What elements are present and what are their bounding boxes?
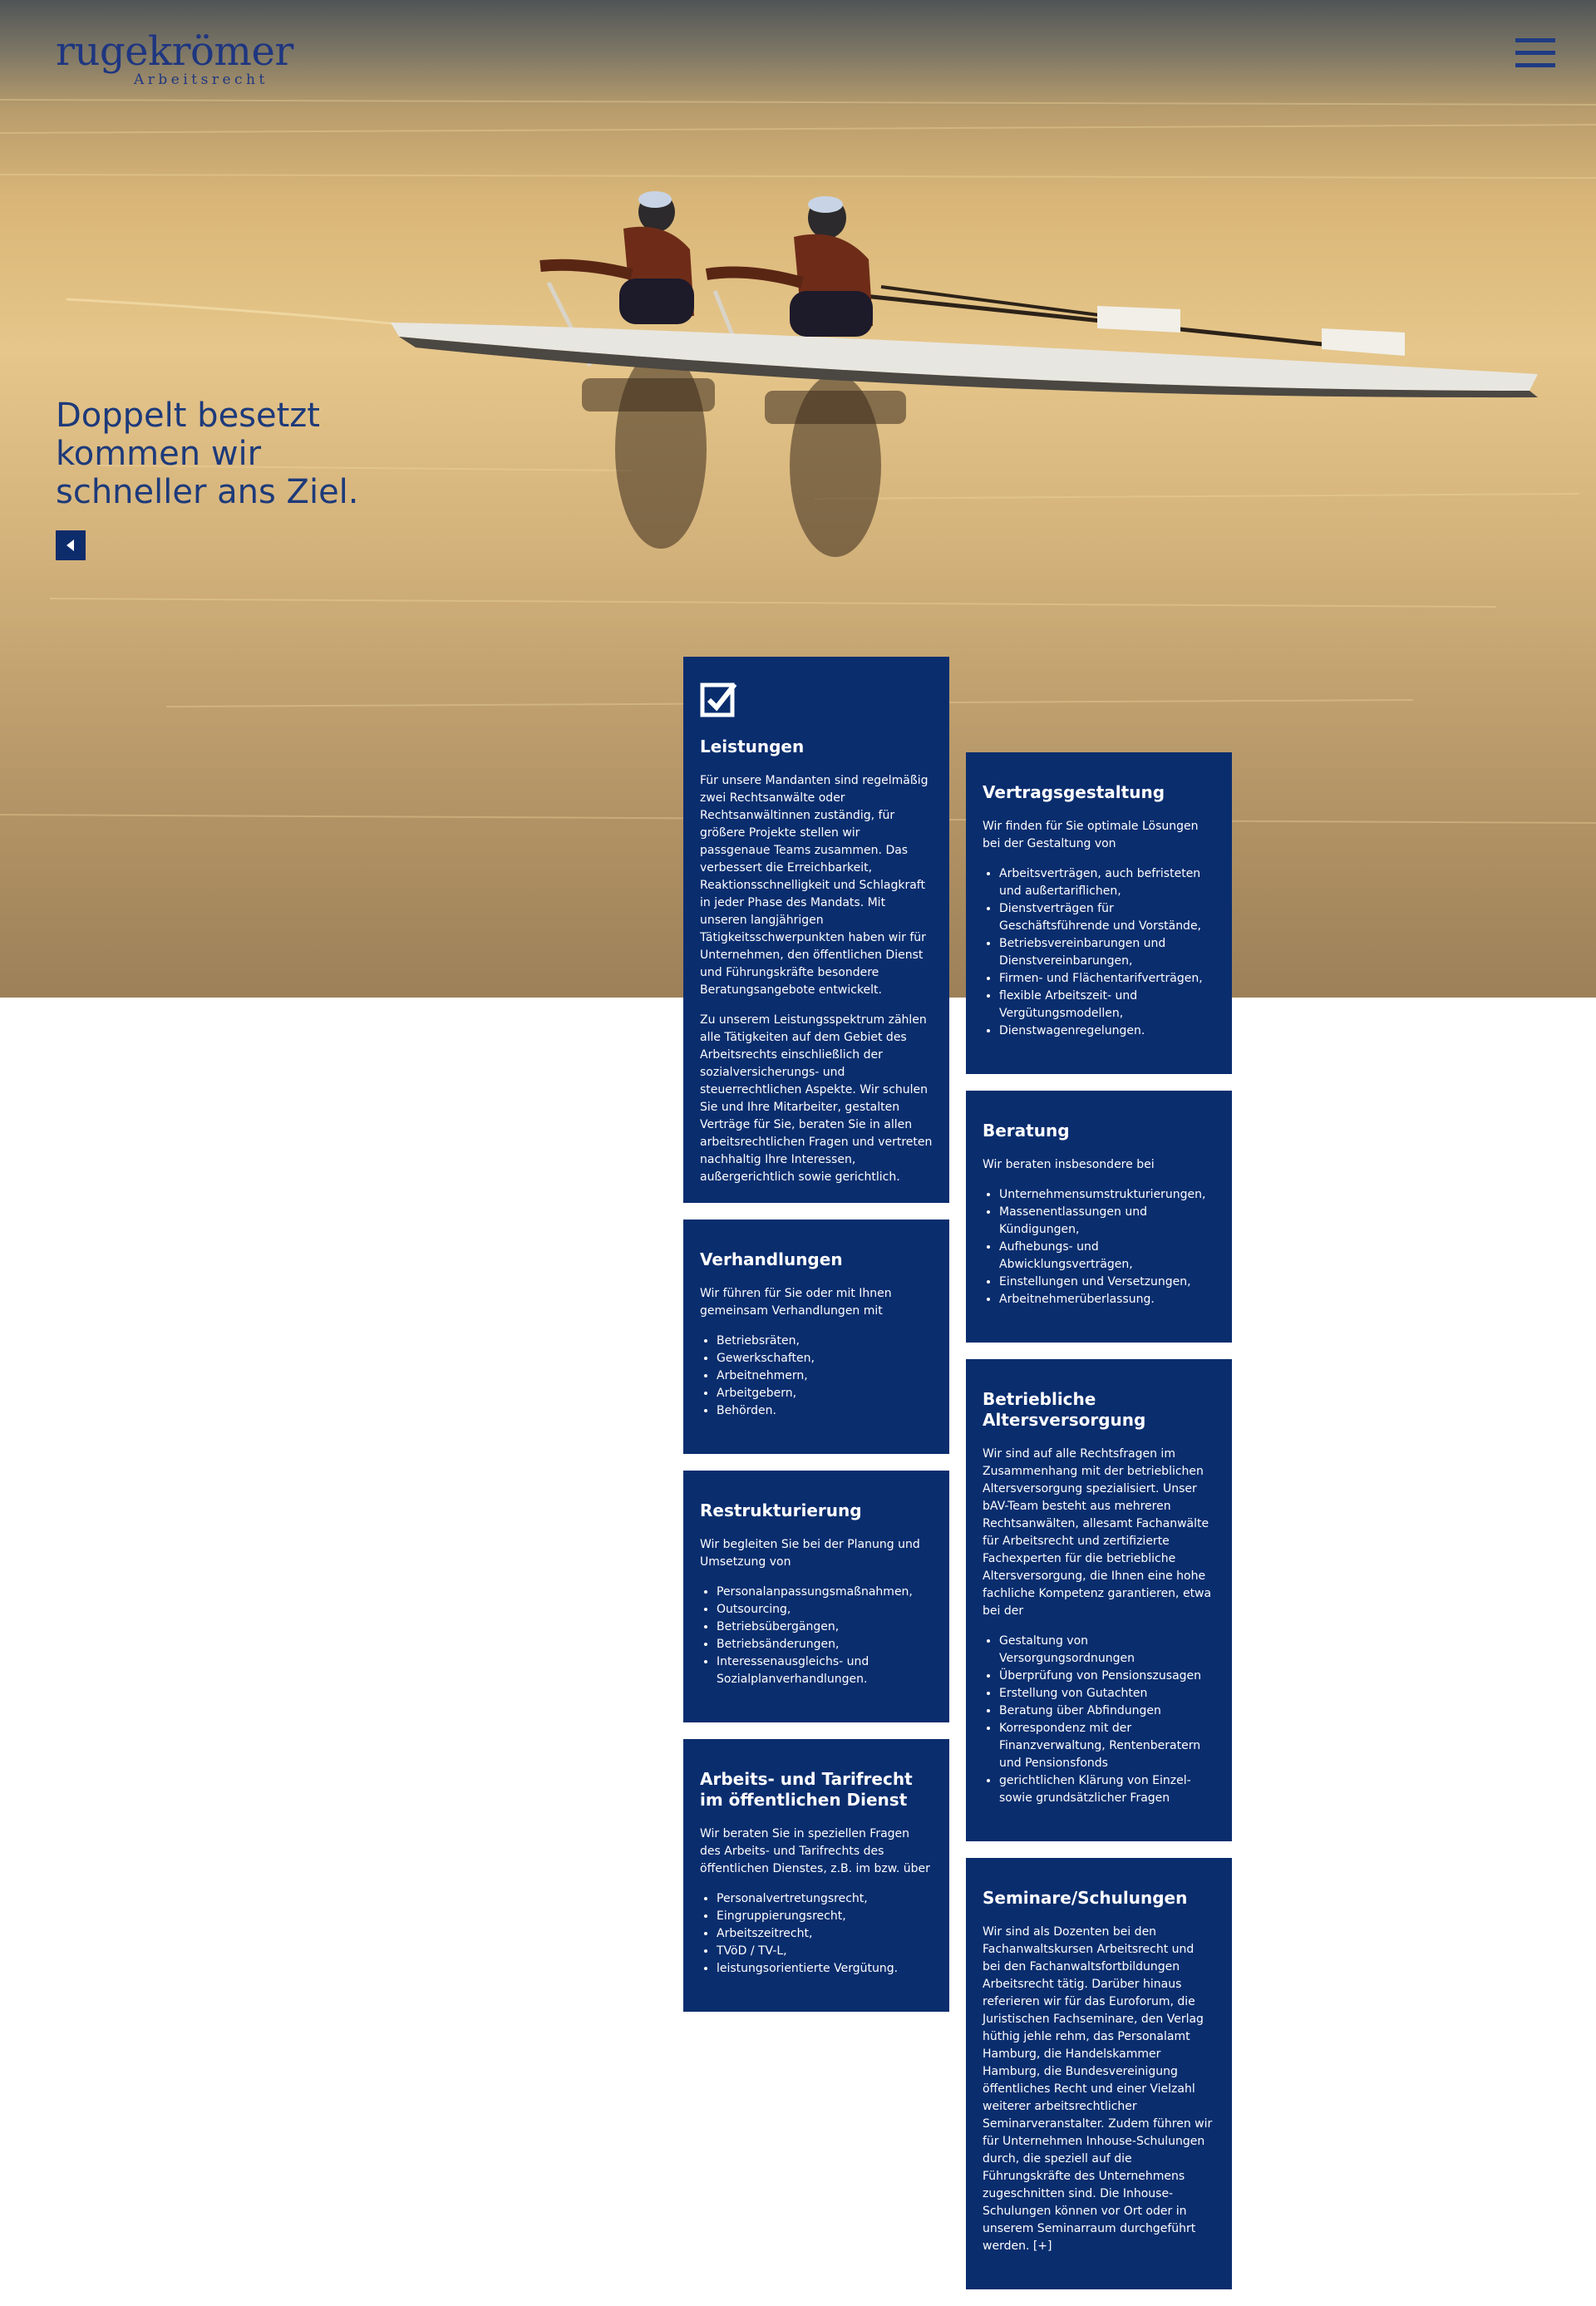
list-item: • Massenentlassungen und Kündigungen,: [999, 1204, 1215, 1239]
list-item: • Outsourcing,: [717, 1601, 933, 1619]
list-item: • Arbeitnehmern,: [717, 1367, 933, 1385]
list-item: • gerichtlichen Klärung von Einzel- sowie grundsätzlicher Fragen: [999, 1772, 1215, 1807]
card-seminare: [966, 1858, 1232, 2289]
card-altersversorgung: [966, 1359, 1232, 1841]
list-item: • Einstellungen und Versetzungen,: [999, 1274, 1215, 1291]
card-intro: Wir beraten insbesondere bei: [983, 1158, 1155, 1171]
list-item: • Arbeitgebern,: [717, 1385, 933, 1402]
card-beratung: [966, 1091, 1232, 1343]
list-item: • Arbeitszeitrecht,: [717, 1925, 933, 1943]
card-list: [700, 1333, 933, 1420]
list-item: • Betriebsräten,: [717, 1333, 933, 1350]
card-list: [983, 1633, 1215, 1807]
card-text[interactable]: Wir sind als Dozenten bei den Fachanwaltskursen Arbeitsrecht und bei den Fachanwaltsfortbildungen Arbeitsrecht tätig. Darüber hinaus referieren wir für das Euroforum, die Juristischen Fachseminare, den Verlag hüthig jehle rehm, das Personalamt Hamburg, die Handelskammer Hamburg, die Bundesvereinigung öffentliches Recht und einer Vielzahl weiterer arbeitsrechtlicher Seminarveranstalter. Zudem führen wir für Unternehmen Inhouse-Schulungen durch, die speziell auf die Führungskräfte des Unternehmens zugeschnitten sind. Die Inhouse-Schulungen können vor Ort oder in unserem Seminarraum durchgeführt werden. [+]: [983, 1925, 1213, 2253]
list-item: • Erstellung von Gutachten: [999, 1685, 1215, 1702]
card-title: Restrukturierung: [700, 1500, 862, 1520]
card-restrukturierung: [683, 1471, 949, 1722]
card-vertragsgestaltung: [966, 752, 1232, 1074]
list-item: • Firmen- und Flächentarifverträgen,: [999, 970, 1215, 988]
card-title: Seminare/Schulungen: [983, 1888, 1188, 1908]
card-title: Verhandlungen: [700, 1249, 843, 1269]
list-item: • Dienstverträgen für Geschäftsführende und Vorstände,: [999, 900, 1215, 935]
list-item: • Arbeitnehmerüberlassung.: [999, 1291, 1215, 1308]
card-intro: Wir finden für Sie optimale Lösungen bei der Gestaltung von: [983, 820, 1199, 850]
list-item: • Korrespondenz mit der Finanzverwaltung, Rentenberatern und Pensionsfonds: [999, 1720, 1215, 1772]
list-item: • TVöD / TV-L,: [717, 1943, 933, 1960]
list-item: • Überprüfung von Pensionszusagen: [999, 1668, 1215, 1685]
list-item: • flexible Arbeitszeit- und Vergütungsmodellen,: [999, 988, 1215, 1022]
list-item: • leistungsorientierte Vergütung.: [717, 1960, 933, 1978]
card-list: [700, 1584, 933, 1688]
card-verhandlungen: [683, 1220, 949, 1454]
card-title: Betriebliche Altersversorgung: [983, 1389, 1146, 1430]
card-leistungen: [683, 657, 949, 1203]
card-text: Zu unserem Leistungsspektrum zählen alle Tätigkeiten auf dem Gebiet des Arbeitsrechts einschließlich der sozialversicherungs- und steuerrechtlichen Aspekte. Wir schulen Sie und Ihre Mitarbeiter, gestalten Verträge für Sie, beraten Sie in allen arbeitsrechtlichen Fragen und vertreten nachhaltig Ihre Interessen, außergerichtlich sowie gerichtlich.: [700, 1013, 933, 1184]
card-intro: Wir führen für Sie oder mit Ihnen gemeinsam Verhandlungen mit: [700, 1287, 892, 1318]
hero-headline: Doppelt besetzt kommen wir schneller ans Ziel.: [56, 397, 359, 511]
card-title: Beratung: [983, 1121, 1070, 1141]
card-list: [983, 865, 1215, 1040]
logo-subtitle: Arbeitsrecht: [134, 71, 268, 88]
list-item: • Unternehmensumstrukturierungen,: [999, 1186, 1215, 1204]
list-item: • Gewerkschaften,: [717, 1350, 933, 1367]
card-text: Für unsere Mandanten sind regelmäßig zwei Rechtsanwälte oder Rechtsanwältinnen zuständig, für größere Projekte stellen wir passgenaue Teams zusammen. Das verbessert die Erreichbarkeit, Reaktionsschnelligkeit und Schlagkraft in jeder Phase des Mandats. Mit unseren langjährigen Tätigkeitsschwerpunkten haben wir für Unternehmen, den öffentlichen Dienst und Führungskräfte besondere Beratungsangebote entwickelt.: [700, 774, 929, 997]
list-item: • Arbeitsverträgen, auch befristeten und außertariflichen,: [999, 865, 1215, 900]
list-item: • Eingruppierungsrecht,: [717, 1908, 933, 1925]
card-intro: Wir begleiten Sie bei der Planung und Umsetzung von: [700, 1538, 920, 1569]
list-item: • Personalvertretungsrecht,: [717, 1890, 933, 1908]
list-item: • Aufhebungs- und Abwicklungsverträgen,: [999, 1239, 1215, 1274]
card-list: [983, 1186, 1215, 1308]
card-list: [700, 1890, 933, 1978]
list-item: • Betriebsänderungen,: [717, 1636, 933, 1653]
card-oeffentlicher-dienst: [683, 1739, 949, 2012]
list-item: • Dienstwagenregelungen.: [999, 1022, 1215, 1040]
list-item: • Behörden.: [717, 1402, 933, 1420]
arrow-left-icon[interactable]: [56, 530, 86, 560]
card-intro: Wir beraten Sie in speziellen Fragen des Arbeits- und Tarifrechts des öffentlichen Dienstes, z.B. im bzw. über: [700, 1827, 930, 1875]
card-title: Vertragsgestaltung: [983, 782, 1165, 802]
card-title: Arbeits- und Tarifrecht im öffentlichen Dienst: [700, 1769, 913, 1810]
card-intro: Wir sind auf alle Rechtsfragen im Zusammenhang mit der betrieblichen Altersversorgung spezialisiert. Unser bAV-Team besteht aus mehreren Rechtsanwälten, allesamt Fachanwälte für Arbeitsrecht und zertifizierte Fachexperten für die betriebliche Altersversorgung, die Ihnen eine hohe fachliche Kompetenz garantieren, etwa bei der: [983, 1447, 1212, 1618]
list-item: • Personalanpassungsmaßnahmen,: [717, 1584, 933, 1601]
checkbox-checked-icon: [700, 680, 738, 718]
hamburger-menu-icon[interactable]: [1515, 38, 1555, 68]
list-item: • Gestaltung von Versorgungsordnungen: [999, 1633, 1215, 1668]
logo[interactable]: [56, 28, 293, 88]
list-item: • Betriebsvereinbarungen und Dienstvereinbarungen,: [999, 935, 1215, 970]
list-item: • Interessenausgleichs- und Sozialplanverhandlungen.: [717, 1653, 933, 1688]
logo-wordmark: rugekrömer: [56, 28, 293, 75]
card-title: Leistungen: [700, 737, 805, 756]
list-item: • Beratung über Abfindungen: [999, 1702, 1215, 1720]
list-item: • Betriebsübergängen,: [717, 1619, 933, 1636]
